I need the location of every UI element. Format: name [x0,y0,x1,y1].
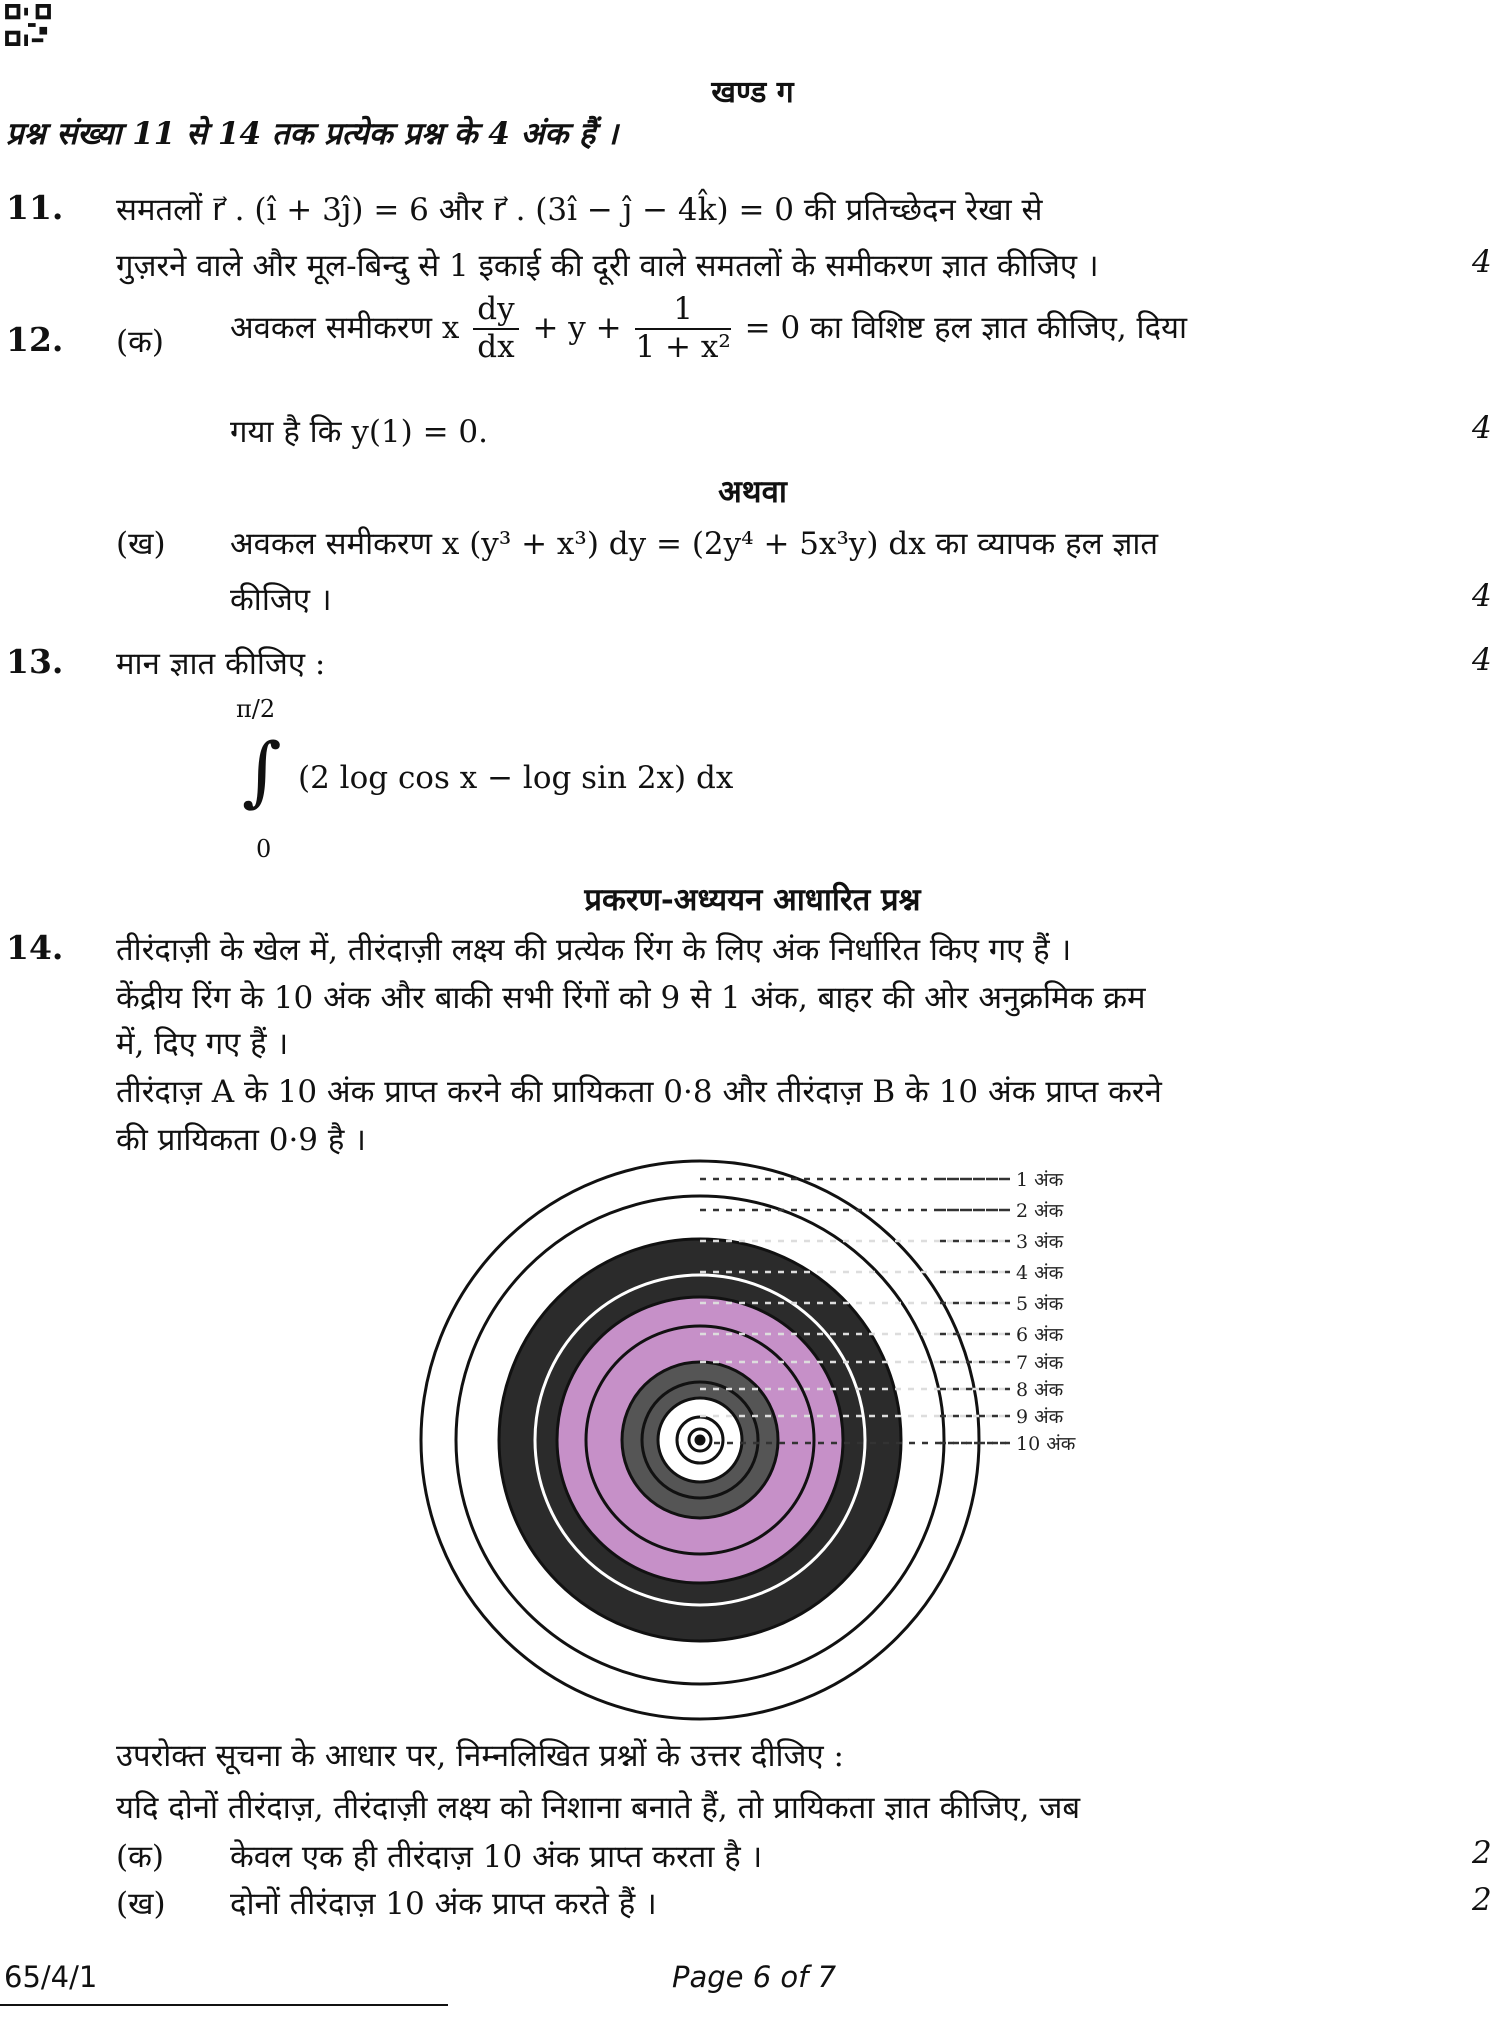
ring-score-label: 5 अंक [1016,1293,1064,1315]
ring-score-label: 9 अंक [1016,1406,1064,1428]
numerator: dy [473,292,518,330]
ring-score-label: 1 अंक [1016,1169,1064,1191]
question-number: 12. [6,320,64,359]
ring-score-label: 3 अंक [1016,1231,1064,1253]
question-text: उपरोक्त सूचना के आधार पर, निम्नलिखित प्रश्नों के उत्तर दीजिए : [116,1738,844,1774]
question-text: तीरंदाज़ A के 10 अंक प्राप्त करने की प्रायिकता 0·8 और तीरंदाज़ B के 10 अंक प्राप्त करने [116,1074,1162,1110]
ring-score-label: 7 अंक [1016,1352,1064,1374]
or-separator: अथवा [718,474,787,510]
ring-score-label: 8 अंक [1016,1379,1064,1401]
marks: 4 [1472,410,1492,446]
question-text: तीरंदाज़ी के खेल में, तीरंदाज़ी लक्ष्य की प्रत्येक रिंग के लिए अंक निर्धारित किए गए हैं । [116,932,1072,968]
section-title: खण्ड ग [711,75,794,110]
question-text: केवल एक ही तीरंदाज़ 10 अंक प्राप्त करता है । [230,1839,763,1875]
question-text: केंद्रीय रिंग के 10 अंक और बाकी सभी रिंगों को 9 से 1 अंक, बाहर की ओर अनुक्रमिक क्रम [116,980,1146,1016]
paper-code: 65/4/1 [4,1960,98,1994]
denominator: dx [477,328,515,365]
question-text: दोनों तीरंदाज़ 10 अंक प्राप्त करते हैं । [230,1886,657,1922]
question-text: में, दिए गए हैं । [116,1026,289,1062]
integrand: (2 log cos x − log sin 2x) dx [298,760,734,796]
case-study-heading: प्रकरण-अध्ययन आधारित प्रश्न [584,882,921,918]
question-number: 13. [6,642,64,681]
ring-score-label: 6 अंक [1016,1324,1064,1346]
ring-score-label: 2 अंक [1016,1200,1064,1222]
question-text: अवकल समीकरण x (y³ + x³) dy = (2y⁴ + 5x³y) dx का व्यापक हल ज्ञात [230,526,1159,562]
section-instruction: प्रश्न संख्या 11 से 14 तक प्रत्येक प्रश्न के 4 अंक हैं । [6,116,618,152]
question-number: 14. [6,928,64,967]
option-label: (ख) [116,526,166,562]
marks: 4 [1472,244,1492,280]
question-number: 11. [6,188,64,227]
option-label: (क) [116,324,164,360]
integral-sign: ∫ [242,726,282,815]
marks: 2 [1472,1882,1492,1918]
option-label: (क) [116,1839,164,1875]
footer-divider [0,2004,448,2006]
question-text: अवकल समीकरण x [230,310,460,347]
marks: 4 [1472,642,1492,678]
question-text: की प्रायिकता 0·9 है । [116,1122,366,1158]
integral-upper-limit: π/2 [236,695,276,723]
ring-score-label: 10 अंक [1016,1433,1076,1455]
equation-part: + y + [532,310,622,347]
ring-score-label: 4 अंक [1016,1262,1064,1284]
integral-lower-limit: 0 [256,835,272,863]
option-label: (ख) [116,1886,166,1922]
question-text: समतलों r⃗ . (î + 3ĵ) = 6 और r⃗ . (3î − ĵ − 4k̂) = 0 की प्रतिच्छेदन रेखा से [116,192,1043,228]
target-center-dot [696,1436,704,1444]
question-text: गुज़रने वाले और मूल-बिन्दु से 1 इकाई की दूरी वाले समतलों के समीकरण ज्ञात कीजिए । [116,248,1099,284]
question-text: कीजिए । [230,582,332,618]
question-text: गया है कि y(1) = 0. [230,414,489,450]
question-text: = 0 का विशिष्ट हल ज्ञात कीजिए, दिया [744,310,1188,347]
denominator: 1 + x² [635,328,731,365]
question-text: यदि दोनों तीरंदाज़, तीरंदाज़ी लक्ष्य को निशाना बनाते हैं, तो प्रायिकता ज्ञात कीजिए, जब [116,1790,1081,1826]
page-number: Page 6 of 7 [672,1960,837,1994]
question-text: मान ज्ञात कीजिए : [116,646,326,682]
marks: 2 [1472,1835,1492,1871]
marks: 4 [1472,578,1492,614]
numerator: 1 [635,292,730,330]
